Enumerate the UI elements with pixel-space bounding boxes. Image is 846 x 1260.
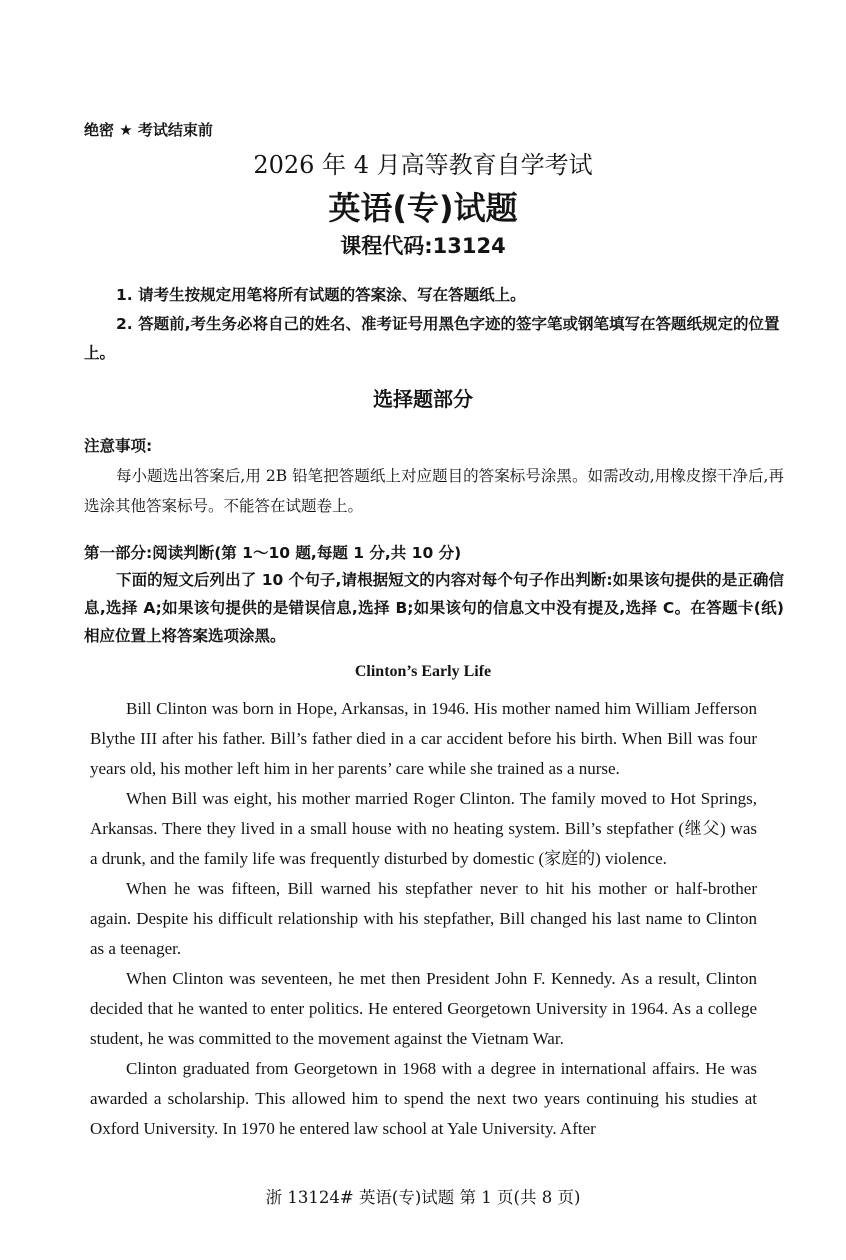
notice-1: 1. 请考生按规定用笔将所有试题的答案涂、写在答题纸上。 <box>116 286 526 304</box>
passage-body <box>90 694 757 1144</box>
attention-text: 每小题选出答案后,用 2B 铅笔把答题纸上对应题目的答案标号涂黑。如需改动,用橡皮擦干净后,再选涂其他答案标号。不能答在试题卷上。 <box>84 467 784 515</box>
passage-title: Clinton’s Early Life <box>354 663 492 680</box>
attention-label: 注意事项: <box>84 437 153 455</box>
passage-paragraph: Bill Clinton was born in Hope, Arkansas, in 1946. His mother named him William Jefferson Blythe III after his father. Bill’s father died in a car accident before his birth. When Bill was four years old, his mother left him in her parents’ care while she trained as a nurse. <box>90 699 757 778</box>
part-title: 第一部分:阅读判断(第 1～10 题,每题 1 分,共 10 分) <box>84 544 462 562</box>
page-footer: 浙 13124# 英语(专)试题 第 1 页(共 8 页) <box>265 1188 581 1207</box>
notice-2: 2. 答题前,考生务必将自己的姓名、准考证号用黑色字迹的签字笔或钢笔填写在答题纸规定的位置上。 <box>84 315 780 362</box>
subject-title: 英语(专)试题 <box>328 189 518 227</box>
confidential-label: 绝密 ★ 考试结束前 <box>84 121 213 139</box>
passage-paragraph: When Clinton was seventeen, he met then President John F. Kennedy. As a result, Clinton decided that he wanted to enter politics. He entered Georgetown University in 1964. As a college student, he was committed to the movement against the Vietnam War. <box>90 969 757 1048</box>
course-code: 课程代码:13124 <box>340 234 506 258</box>
passage-paragraph: When Bill was eight, his mother married Roger Clinton. The family moved to Hot Springs, Arkansas. There they lived in a small house with no heating system. Bill’s stepfather (继父) was a drunk, and the family life was frequently disturbed by domestic (家庭的) violence. <box>90 789 757 868</box>
exam-title: 2026 年 4 月高等教育自学考试 <box>253 151 593 179</box>
passage-paragraph: When he was fifteen, Bill warned his stepfather never to hit his mother or half-brother again. Despite his difficult relationship with his stepfather, Bill changed his last name to Clinton as a teenager. <box>90 879 757 958</box>
passage-paragraph: Clinton graduated from Georgetown in 1968 with a degree in international affairs. He was awarded a scholarship. This allowed him to spend the next two years continuing his studies at Oxford University. In 1970 he entered law school at Yale University. After <box>90 1059 757 1138</box>
part-instructions: 下面的短文后列出了 10 个句子,请根据短文的内容对每个句子作出判断:如果该句提供的是正确信息,选择 A;如果该句提供的是错误信息,选择 B;如果该句的信息文中没有提及,选择 C。在答题卡(纸)相应位置上将答案选项涂黑。 <box>84 571 784 645</box>
section-title: 选择题部分 <box>373 387 473 411</box>
